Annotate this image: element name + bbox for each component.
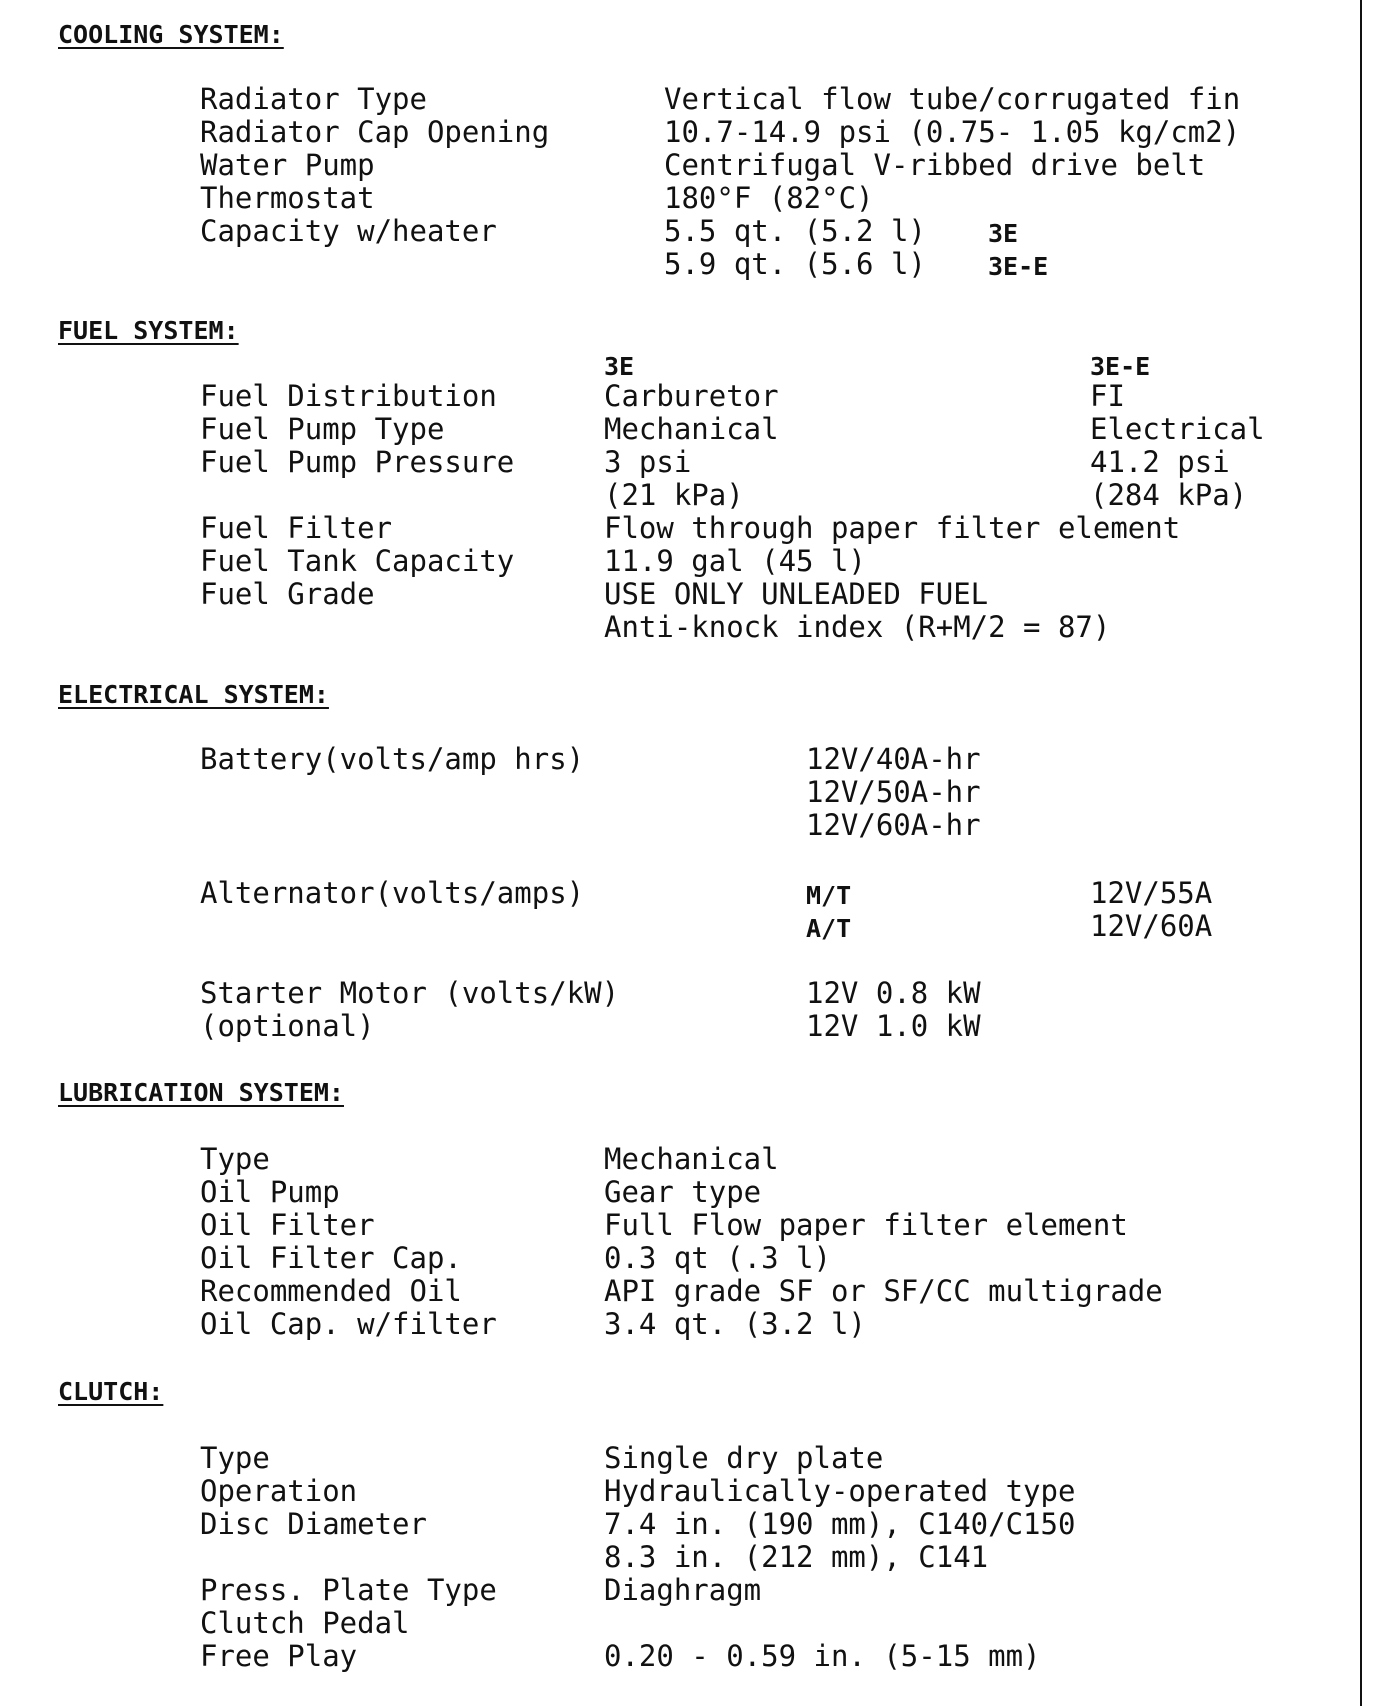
cooling-label: Radiator Type	[200, 82, 427, 116]
clutch-label: Press. Plate Type	[200, 1573, 497, 1607]
fuel-label: Fuel Grade	[200, 577, 375, 611]
transmission-tag: A/T	[806, 914, 852, 943]
electrical-value: 12V 0.8 kW	[806, 976, 981, 1010]
clutch-label: Clutch Pedal	[200, 1606, 410, 1640]
electrical-value: 12V/50A-hr	[806, 775, 981, 809]
fuel-value-3e-e: (284 kPa)	[1090, 478, 1248, 512]
electrical-label: (optional)	[200, 1009, 375, 1043]
fuel-label: Fuel Pump Pressure	[200, 445, 515, 479]
fuel-col-3e: 3E	[604, 352, 635, 381]
cooling-value: 5.5 qt. (5.2 l)	[664, 214, 926, 248]
cooling-value: 5.9 qt. (5.6 l)	[664, 247, 926, 281]
cooling-label: Radiator Cap Opening	[200, 115, 550, 149]
electrical-label: Alternator(volts/amps)	[200, 876, 585, 910]
clutch-value: 0.20 - 0.59 in. (5-15 mm)	[604, 1639, 1041, 1673]
cooling-engine-tag: 3E	[988, 219, 1019, 248]
clutch-value: 8.3 in. (212 mm), C141	[604, 1540, 989, 1574]
cooling-engine-tag: 3E-E	[988, 252, 1049, 281]
clutch-label: Operation	[200, 1474, 358, 1508]
cooling-value: Vertical flow tube/corrugated fin	[664, 82, 1241, 116]
electrical-label: Battery(volts/amp hrs)	[200, 742, 585, 776]
electrical-value: 12V/55A	[1090, 876, 1213, 910]
lubrication-label: Oil Cap. w/filter	[200, 1307, 497, 1341]
fuel-value-3e: Mechanical	[604, 412, 779, 446]
fuel-value-3e-e: FI	[1090, 379, 1125, 413]
clutch-value: 7.4 in. (190 mm), C140/C150	[604, 1507, 1076, 1541]
lubrication-heading: LUBRICATION SYSTEM:	[58, 1078, 344, 1107]
fuel-value-3e: (21 kPa)	[604, 478, 744, 512]
fuel-value: USE ONLY UNLEADED FUEL	[604, 577, 989, 611]
fuel-value-3e-e: 41.2 psi	[1090, 445, 1230, 479]
lubrication-value: 0.3 qt (.3 l)	[604, 1241, 831, 1275]
clutch-value: Diaghragm	[604, 1573, 762, 1607]
transmission-tag: M/T	[806, 881, 852, 910]
clutch-label: Disc Diameter	[200, 1507, 427, 1541]
electrical-label: Starter Motor (volts/kW)	[200, 976, 620, 1010]
clutch-label: Free Play	[200, 1639, 358, 1673]
fuel-label: Fuel Filter	[200, 511, 393, 545]
fuel-heading: FUEL SYSTEM:	[58, 316, 239, 345]
lubrication-label: Type	[200, 1142, 270, 1176]
cooling-heading: COOLING SYSTEM:	[58, 20, 284, 49]
lubrication-value: Full Flow paper filter element	[604, 1208, 1128, 1242]
fuel-value-3e-e: Electrical	[1090, 412, 1265, 446]
lubrication-value: Gear type	[604, 1175, 762, 1209]
fuel-value-3e: 3 psi	[604, 445, 692, 479]
cooling-label: Water Pump	[200, 148, 375, 182]
fuel-value-3e: Carburetor	[604, 379, 779, 413]
fuel-value: Anti-knock index (R+M/2 = 87)	[604, 610, 1111, 644]
cooling-label: Thermostat	[200, 181, 375, 215]
lubrication-label: Oil Filter	[200, 1208, 375, 1242]
electrical-value: 12V/60A	[1090, 909, 1213, 943]
lubrication-label: Recommended Oil	[200, 1274, 462, 1308]
electrical-heading: ELECTRICAL SYSTEM:	[58, 680, 329, 709]
fuel-value: 11.9 gal (45 l)	[604, 544, 866, 578]
cooling-label: Capacity w/heater	[200, 214, 497, 248]
fuel-label: Fuel Distribution	[200, 379, 497, 413]
page-edge-line	[1360, 0, 1362, 1706]
electrical-value: 12V/60A-hr	[806, 808, 981, 842]
lubrication-value: API grade SF or SF/CC multigrade	[604, 1274, 1163, 1308]
lubrication-value: 3.4 qt. (3.2 l)	[604, 1307, 866, 1341]
electrical-value: 12V 1.0 kW	[806, 1009, 981, 1043]
cooling-value: 180°F (82°C)	[664, 181, 874, 215]
lubrication-label: Oil Filter Cap.	[200, 1241, 462, 1275]
electrical-value: 12V/40A-hr	[806, 742, 981, 776]
clutch-label: Type	[200, 1441, 270, 1475]
lubrication-value: Mechanical	[604, 1142, 779, 1176]
clutch-heading: CLUTCH:	[58, 1377, 164, 1406]
lubrication-label: Oil Pump	[200, 1175, 340, 1209]
fuel-label: Fuel Pump Type	[200, 412, 445, 446]
fuel-label: Fuel Tank Capacity	[200, 544, 515, 578]
cooling-value: 10.7-14.9 psi (0.75- 1.05 kg/cm2)	[664, 115, 1241, 149]
fuel-col-3e-e: 3E-E	[1090, 352, 1151, 381]
cooling-value: Centrifugal V-ribbed drive belt	[664, 148, 1206, 182]
fuel-value: Flow through paper filter element	[604, 511, 1181, 545]
clutch-value: Single dry plate	[604, 1441, 884, 1475]
clutch-value: Hydraulically-operated type	[604, 1474, 1076, 1508]
